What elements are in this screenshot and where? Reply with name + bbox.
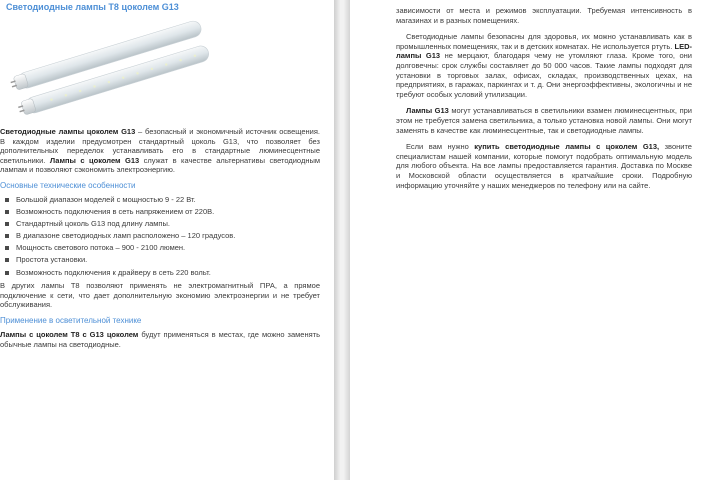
apply-bold: Лампы с цоколем Т8 с G13 цоколем <box>0 329 139 339</box>
section-heading: Светодиодные лампы Т8 цоколем G13 <box>6 2 179 12</box>
right-paragraph-2 <box>396 32 692 99</box>
right-p2-rest: не мерцают, благодаря чему не утомляют глаза. Кроме того, они долговечны: срок службы составляет до 50 000 часов. Такие лампы подходят для установки в торговых залах, офисах, складах, производственных цехах, на предприятиях, в гаражах, паркингах и т. д. Они энергоэффективны, экологичны и не требуют особых условий утилизации. <box>396 51 692 99</box>
feature-item: Стандартный цоколь G13 под длину лампы. <box>0 219 320 229</box>
right-p2-bold: LED-лампы G13 <box>396 41 692 61</box>
led-tube-illustration <box>6 17 216 127</box>
right-p2-text: Светодиодные лампы безопасны для здоровья, их можно устанавливать как в промышленных помещениях, так и в детских комнатах. Не используется ртуть. <box>396 32 692 51</box>
right-p4-text: Если вам нужно <box>406 142 475 152</box>
right-p4-rest: звоните специалистам нашей компании, которые помогут подобрать оптимальную модель для любого объекта. На все лампы предоставляется гарантия. Доставка по Москве и Московской области осуществляется в кратчайшие сроки. Подробную информацию уточняйте у наших менеджеров по телефону или на сайте. <box>396 142 692 190</box>
right-paragraph-3 <box>396 106 692 135</box>
right-page <box>350 0 720 480</box>
right-p3-text: могут устанавливаться в светильники взамен люминесцентных, при этом не требуется замена светильника, а только установка новой лампы. Они могут заменять в качестве как люминесцентные, так и светодиодные лампы. <box>396 106 692 135</box>
left-page <box>0 0 334 480</box>
features-list <box>0 195 320 277</box>
led-tubes-image <box>6 17 216 127</box>
features-heading: Основные технические особенности <box>0 180 136 190</box>
after-features-paragraph: В других лампы Т8 позволяют применять не электромагнитный ПРА, а прямое подключение к сети, что дает дополнительную экономию электроэнергии и не требует обслуживания. <box>0 281 320 310</box>
feature-item: В диапазоне светодиодных ламп расположено – 120 градусов. <box>0 231 320 241</box>
intro-bold-2: Лампы с цоколем G13 <box>49 155 140 165</box>
intro-paragraph <box>0 127 320 175</box>
right-paragraph-1: зависимости от места и режимов эксплуатации. Требуемая интенсивность в магазинах и в разных помещениях. <box>396 6 692 25</box>
feature-item: Возможность подключения к драйверу в сеть 220 вольт. <box>0 268 320 278</box>
intro-text: – безопасный и экономичный источник освещения. В каждом изделии предусмотрен стандартный цоколь G13, что позволяет без дополнительных переделок устанавливать его в стандартные люминесцентные светильники. <box>0 127 320 165</box>
apply-text: будут применяться в местах, где можно заменять обычные лампы на светодиодные. <box>0 329 320 349</box>
feature-item: Возможность подключения в сеть напряжением от 220В. <box>0 207 320 217</box>
apply-paragraph <box>0 330 320 349</box>
right-p4-bold: купить светодиодные лампы с цоколем G13, <box>474 142 660 152</box>
intro-bold: Светодиодные лампы цоколем G13 <box>0 127 136 136</box>
intro-text-2: служат в качестве альтернативы светодиодным лампам и позволяют сэкономить электроэнергию. <box>0 155 321 175</box>
feature-item: Простота установки. <box>0 255 320 265</box>
feature-item: Большой диапазон моделей с мощностью 9 - 22 Вт. <box>0 195 320 205</box>
apply-heading: Применение в осветительной технике <box>0 315 142 325</box>
page-gutter <box>334 0 350 480</box>
right-p3-bold: Лампы G13 <box>406 106 449 116</box>
right-paragraph-4 <box>396 142 692 190</box>
feature-item: Мощность светового потока – 900 - 2100 люмен. <box>0 243 320 253</box>
